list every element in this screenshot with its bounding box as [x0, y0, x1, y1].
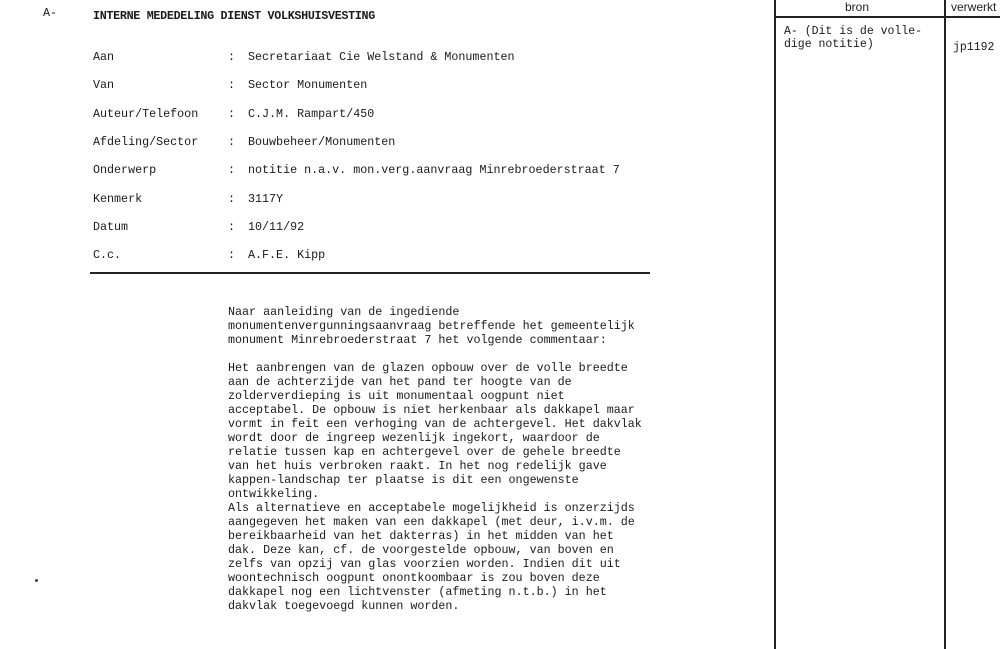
field-separator: :: [228, 50, 236, 64]
field-value: Sector Monumenten: [248, 78, 368, 93]
body-line: zelfs van opzij van glas voorzien worden. Indien dit uit: [228, 557, 621, 571]
field-value: notitie n.a.v. mon.verg.aanvraag Minrebroederstraat 7: [248, 163, 620, 178]
field-separator: :: [228, 78, 236, 93]
margin-mark: A-: [43, 6, 58, 20]
field-label: Datum: [93, 219, 129, 234]
body-line: dak. Deze kan, cf. de voorgestelde opbouw, van boven en: [228, 543, 614, 557]
body-line: dakvlak toegevoegd kunnen worden.: [228, 599, 460, 613]
body-line: monumentenvergunningsaanvraag betreffende het gemeentelijk: [228, 319, 635, 333]
field-value: C.J.M. Rampart/450: [248, 106, 375, 121]
body-line: Naar aanleiding van de ingediende: [228, 305, 460, 319]
field-label: Kenmerk: [93, 191, 143, 206]
body-line: aan de achterzijde van het pand ter hoogte van de: [228, 375, 572, 389]
field-value: Bouwbeheer/Monumenten: [248, 134, 396, 149]
scan-speck: [35, 579, 38, 582]
column-header-bron: bron: [845, 0, 870, 14]
field-value: A.F.E. Kipp: [248, 248, 326, 263]
body-line: Als alternatieve en acceptabele mogelijkheid is onzerzijds: [228, 501, 635, 515]
field-separator: :: [228, 248, 236, 263]
document-title: INTERNE MEDEDELING DIENST VOLKSHUISVESTING: [93, 9, 375, 23]
body-line: van het huis verbroken raakt. In het nog redelijk gave: [228, 459, 607, 473]
field-label: Onderwerp: [93, 163, 157, 178]
body-line: aangegeven het maken van een dakkapel (met deur, i.v.m. de: [228, 515, 635, 529]
body-line: dakkapel nog een lichtvenster (afmeting n.t.b.) in het: [228, 585, 607, 599]
body-line: vormt in feit een verhoging van de achtergevel. Het dakvlak: [228, 417, 642, 431]
field-label: Afdeling/Sector: [93, 134, 199, 149]
field-separator: :: [228, 106, 236, 121]
column-header-verwerkt: verwerkt: [951, 0, 997, 14]
table-border-left: [774, 0, 776, 649]
field-label: Van: [93, 78, 115, 93]
body-line: zolderverdieping is uit monumentaal oogpunt niet: [228, 389, 565, 403]
body-line: woontechnisch oogpunt onontkoombaar is zou boven deze: [228, 571, 600, 585]
field-value: Secretariaat Cie Welstand & Monumenten: [248, 50, 515, 64]
table-header-divider: [775, 16, 1000, 18]
body-line: kappen-landschap ter plaatse is dit een ongewenste: [228, 473, 579, 487]
body-line: relatie tussen kap en achtergevel over de gehele breedte: [228, 445, 621, 459]
field-separator: :: [228, 191, 236, 206]
body-line: bereikbaarheid van het dakterras) in het midden van het: [228, 529, 614, 543]
field-separator: :: [228, 134, 236, 149]
field-value: 10/11/92: [248, 219, 305, 234]
field-label: C.c.: [93, 248, 122, 263]
field-separator: :: [228, 163, 236, 178]
field-value: 3117Y: [248, 191, 284, 206]
bron-line: A- (Dit is de volle-: [784, 25, 923, 38]
body-line: Het aanbrengen van de glazen opbouw over de volle breedte: [228, 361, 628, 375]
field-label: Aan: [93, 50, 115, 64]
field-label: Auteur/Telefoon: [93, 106, 199, 121]
header-divider: [90, 272, 650, 274]
bron-line: dige notitie): [784, 38, 874, 51]
body-line: acceptabel. De opbouw is niet herkenbaar als dakkapel maar: [228, 403, 635, 417]
bron-note: [784, 25, 922, 51]
body-line: monument Minrebroederstraat 7 het volgende commentaar:: [228, 333, 607, 347]
memo-body: [228, 305, 642, 613]
body-line: ontwikkeling.: [228, 487, 320, 501]
table-border-middle: [944, 0, 946, 649]
body-line: [228, 347, 642, 361]
verwerkt-reference: jp1192: [953, 41, 995, 54]
body-line: wordt door de ingreep wezenlijk ingekort, waardoor de: [228, 431, 600, 445]
field-separator: :: [228, 219, 236, 234]
